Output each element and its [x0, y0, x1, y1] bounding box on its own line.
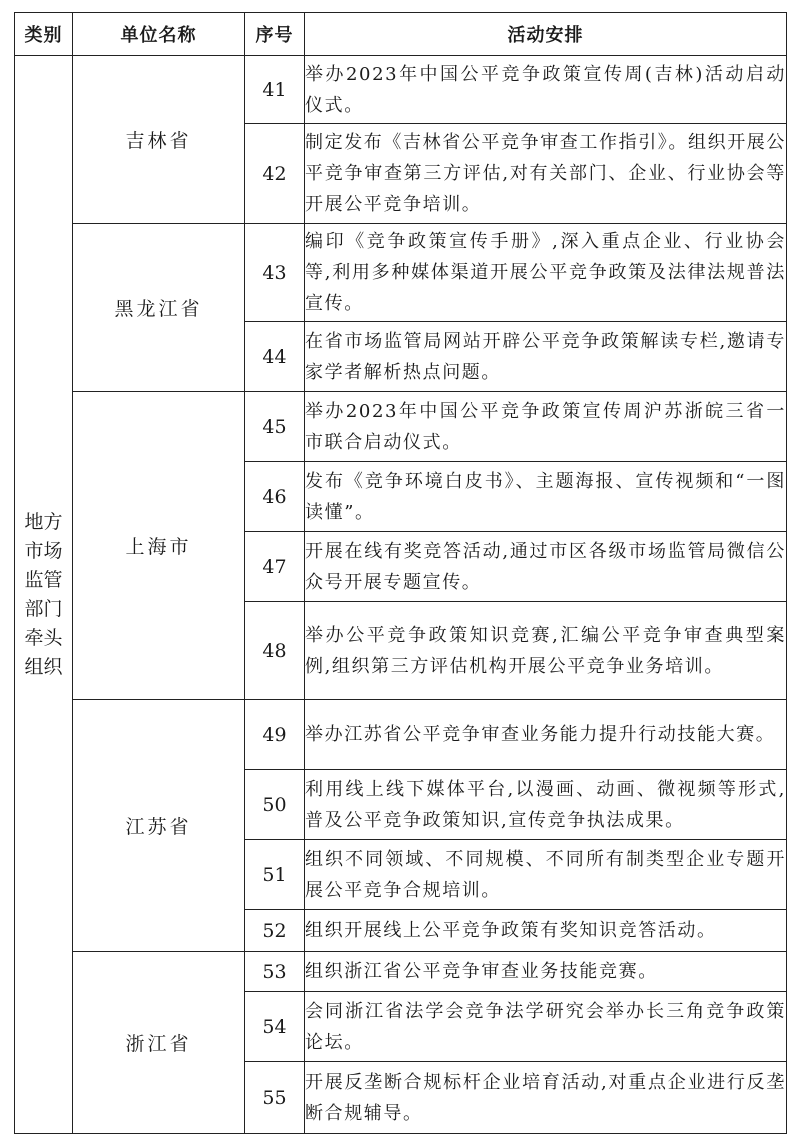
row-number: 41 — [245, 56, 305, 124]
unit-name-shanghai: 上海市 — [73, 392, 245, 700]
row-number: 43 — [245, 224, 305, 322]
header-category: 类别 — [15, 13, 73, 56]
activity-text: 举办2023年中国公平竞争政策宣传周沪苏浙皖三省一市联合启动仪式。 — [305, 392, 787, 462]
row-number: 42 — [245, 124, 305, 224]
activity-text: 编印《竞争政策宣传手册》,深入重点企业、行业协会等,利用多种媒体渠道开展公平竞争政策及法律法规普法宣传。 — [305, 224, 787, 322]
activity-text: 举办2023年中国公平竞争政策宣传周(吉林)活动启动仪式。 — [305, 56, 787, 124]
activity-text: 制定发布《吉林省公平竞争审查工作指引》。组织开展公平竞争审查第三方评估,对有关部门、企业、行业协会等开展公平竞争培训。 — [305, 124, 787, 224]
row-number: 45 — [245, 392, 305, 462]
row-number: 55 — [245, 1062, 305, 1134]
header-number: 序号 — [245, 13, 305, 56]
row-number: 52 — [245, 910, 305, 952]
row-number: 48 — [245, 602, 305, 700]
unit-name-zhejiang: 浙江省 — [73, 952, 245, 1134]
row-number: 44 — [245, 322, 305, 392]
table-row — [15, 700, 787, 770]
table-row — [15, 952, 787, 992]
row-number: 46 — [245, 462, 305, 532]
activity-text: 会同浙江省法学会竞争法学研究会举办长三角竞争政策论坛。 — [305, 992, 787, 1062]
row-number: 50 — [245, 770, 305, 840]
activity-text: 组织开展线上公平竞争政策有奖知识竞答活动。 — [305, 910, 787, 952]
activity-text: 举办公平竞争政策知识竞赛,汇编公平竞争审查典型案例,组织第三方评估机构开展公平竞争业务培训。 — [305, 602, 787, 700]
category-cell — [15, 56, 73, 1134]
row-number: 54 — [245, 992, 305, 1062]
activity-text: 开展反垄断合规标杆企业培育活动,对重点企业进行反垄断合规辅导。 — [305, 1062, 787, 1134]
row-number: 51 — [245, 840, 305, 910]
activity-text: 利用线上线下媒体平台,以漫画、动画、微视频等形式,普及公平竞争政策知识,宣传竞争执法成果。 — [305, 770, 787, 840]
activity-text: 举办江苏省公平竞争审查业务能力提升行动技能大赛。 — [305, 700, 787, 770]
activity-text: 开展在线有奖竞答活动,通过市区各级市场监管局微信公众号开展专题宣传。 — [305, 532, 787, 602]
unit-name-heilongjiang: 黑龙江省 — [73, 224, 245, 392]
table-row — [15, 56, 787, 124]
unit-name-jiangsu: 江苏省 — [73, 700, 245, 952]
table-header-row — [15, 13, 787, 56]
activity-table — [14, 12, 787, 1134]
activity-text: 组织不同领域、不同规模、不同所有制类型企业专题开展公平竞争合规培训。 — [305, 840, 787, 910]
row-number: 47 — [245, 532, 305, 602]
activity-text: 发布《竞争环境白皮书》、主题海报、宣传视频和“一图读懂”。 — [305, 462, 787, 532]
header-activity: 活动安排 — [305, 13, 787, 56]
row-number: 49 — [245, 700, 305, 770]
header-unit: 单位名称 — [73, 13, 245, 56]
activity-text: 组织浙江省公平竞争审查业务技能竞赛。 — [305, 952, 787, 992]
table-row — [15, 392, 787, 462]
category-label: 地方市场监管部门牵头组织 — [24, 510, 63, 678]
row-number: 53 — [245, 952, 305, 992]
unit-name-jilin: 吉林省 — [73, 56, 245, 224]
table-row — [15, 224, 787, 322]
activity-text: 在省市场监管局网站开辟公平竞争政策解读专栏,邀请专家学者解析热点问题。 — [305, 322, 787, 392]
